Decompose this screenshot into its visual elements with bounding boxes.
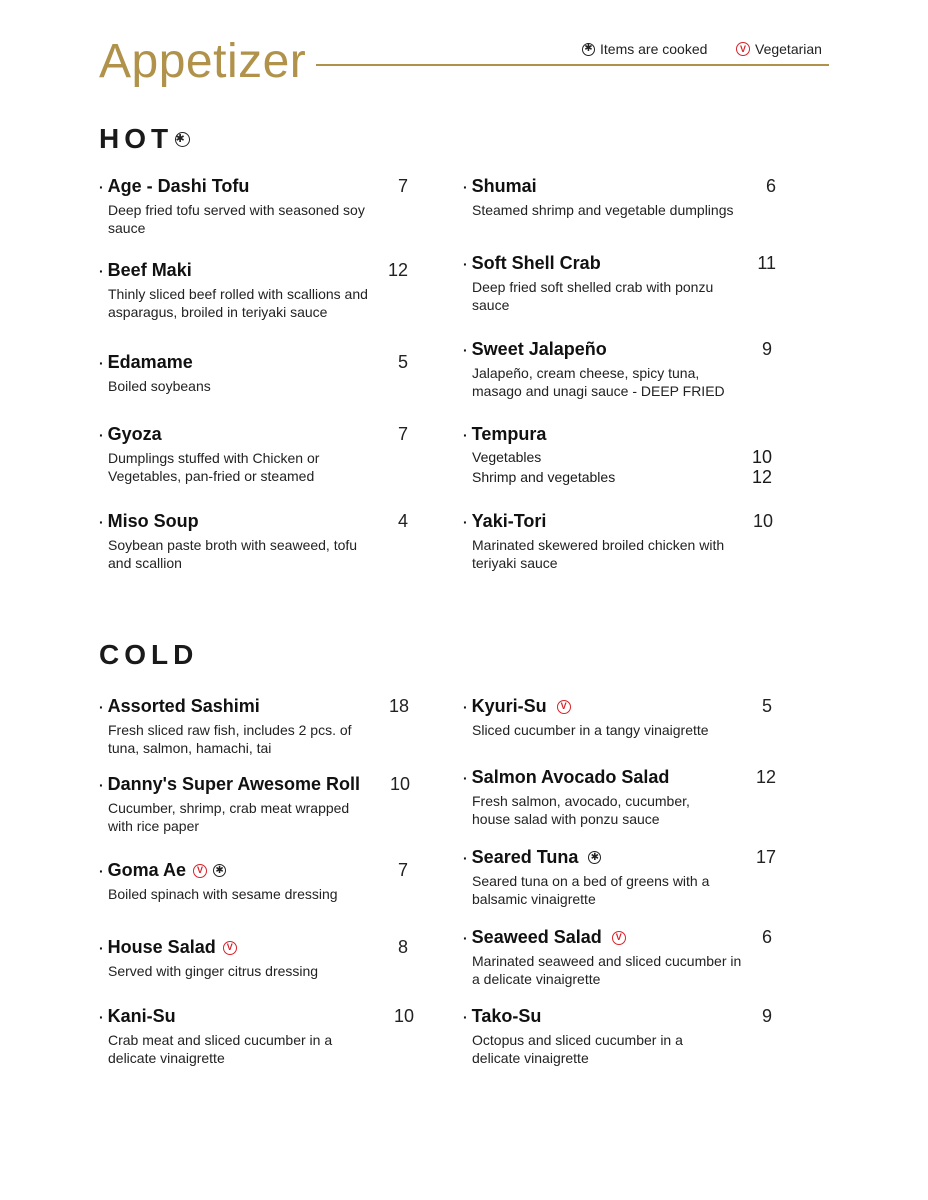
menu-item: · Age - Dashi Tofu Deep fried tofu served with seasoned soy sauce 7 [99,176,408,236]
vegetarian-icon: V [557,700,571,714]
item-desc: Steamed shrimp and vegetable dumplings [472,202,734,218]
item-price: 10 [393,1006,414,1026]
item-name: Kani-Su [107,1006,176,1026]
cooked-icon: ✱ [175,132,190,145]
option-price: 10 [751,447,772,467]
item-price: 17 [755,847,776,867]
item-name: Miso Soup [107,511,199,531]
tempura-option [472,447,772,467]
item-name: Edamame [107,352,193,372]
option-label: Vegetables [472,449,542,465]
item-desc: Crab meat and sliced cucumber in a delicate vinaigrette [108,1032,333,1066]
menu-item: · House Salad V Served with ginger citrus dressing 8 [99,937,408,979]
menu-item: · Seared Tuna ✱ Seared tuna on a bed of greens with a balsamic vinaigrette 17 [463,847,776,907]
item-desc: Fresh sliced raw fish, includes 2 pcs. of tuna, salmon, hamachi, tai [108,722,352,756]
item-price: 6 [765,176,776,196]
menu-item: · Danny's Super Awesome Roll Cucumber, shrimp, crab meat wrapped with rice paper 10 [99,774,410,834]
item-price: 12 [755,767,776,787]
menu-item: · Tempura Vegetables 10 Shrimp and vegetables 12 [463,424,772,487]
item-price: 9 [761,339,772,359]
item-price: 9 [761,1006,772,1026]
item-name: Soft Shell Crab [471,253,601,273]
menu-item: · Beef Maki Thinly sliced beef rolled with scallions and asparagus, broiled in teriyaki sauce 12 [99,260,408,320]
item-name: Assorted Sashimi [107,696,260,716]
item-price: 12 [387,260,408,280]
item-price: 8 [397,937,408,957]
menu-item: · Shumai Steamed shrimp and vegetable dumplings 6 [463,176,776,218]
item-desc: Soybean paste broth with seaweed, tofu and scallion [108,537,358,571]
item-name: Tako-Su [471,1006,542,1026]
section-title-hot [99,123,190,155]
menu-item: · Edamame Boiled soybeans 5 [99,352,408,394]
cooked-icon: ✱ [588,851,601,864]
menu-item: · Salmon Avocado Salad Fresh salmon, avocado, cucumber, house salad with ponzu sauce 12 [463,767,776,827]
item-price: 5 [397,352,408,372]
menu-item: · Seaweed Salad V Marinated seaweed and sliced cucumber in a delicate vinaigrette 6 [463,927,772,987]
section-title-hot-text: HOT [99,123,174,154]
vegetarian-icon: V [223,941,237,955]
item-price: 7 [397,424,408,444]
item-name: Danny's Super Awesome Roll [107,774,361,794]
item-desc: Dumplings stuffed with Chicken or Vegetables, pan-fried or steamed [108,450,320,484]
menu-item: · Sweet Jalapeño Jalapeño, cream cheese, spicy tuna, masago and unagi sauce - DEEP FRIED 9 [463,339,772,399]
option-price: 12 [751,467,772,487]
item-name: Kyuri-Su [471,696,547,716]
item-desc: Boiled soybeans [108,378,211,394]
item-name: Yaki-Tori [471,511,547,531]
menu-item: · Yaki-Tori Marinated skewered broiled chicken with teriyaki sauce 10 [463,511,773,571]
item-desc: Jalapeño, cream cheese, spicy tuna, masago and unagi sauce - DEEP FRIED [472,365,725,399]
cooked-icon: ✱ [582,43,595,56]
title-rule [316,64,829,66]
item-desc: Seared tuna on a bed of greens with a balsamic vinaigrette [472,873,710,907]
legend-vegetarian-label: Vegetarian [755,41,822,57]
section-title-cold-text: COLD [99,639,199,670]
item-desc: Boiled spinach with sesame dressing [108,886,338,902]
item-name: Seaweed Salad [471,927,602,947]
legend-cooked [582,41,707,57]
item-name: House Salad [107,937,216,957]
item-desc: Deep fried tofu served with seasoned soy sauce [108,202,365,236]
item-price: 18 [388,696,409,716]
vegetarian-icon: V [193,864,207,878]
vegetarian-icon: V [612,931,626,945]
item-desc: Thinly sliced beef rolled with scallions and asparagus, broiled in teriyaki sauce [108,286,368,320]
item-name: Beef Maki [107,260,192,280]
item-price: 5 [761,696,772,716]
item-desc: Marinated skewered broiled chicken with teriyaki sauce [472,537,725,571]
item-name: Gyoza [107,424,162,444]
item-name: Age - Dashi Tofu [107,176,250,196]
item-price: 4 [397,511,408,531]
menu-item: · Kani-Su Crab meat and sliced cucumber in a delicate vinaigrette 10 [99,1006,414,1066]
item-desc: Fresh salmon, avocado, cucumber, house salad with ponzu sauce [472,793,690,827]
item-desc: Served with ginger citrus dressing [108,963,319,979]
item-name: Seared Tuna [471,847,579,867]
menu-item: · Assorted Sashimi Fresh sliced raw fish, includes 2 pcs. of tuna, salmon, hamachi, tai 18 [99,696,409,756]
item-desc: Octopus and sliced cucumber in a delicate vinaigrette [472,1032,683,1066]
vegetarian-icon: V [736,42,750,56]
legend-cooked-label: Items are cooked [600,41,708,57]
item-name: Goma Ae [107,860,187,880]
item-desc: Cucumber, shrimp, crab meat wrapped with rice paper [108,800,350,834]
menu-item: · Soft Shell Crab Deep fried soft shelled crab with ponzu sauce 11 [463,253,776,313]
cooked-icon: ✱ [213,864,226,877]
item-price: 7 [397,860,408,880]
menu-item: · Kyuri-Su V Sliced cucumber in a tangy vinaigrette 5 [463,696,772,738]
item-desc: Deep fried soft shelled crab with ponzu sauce [472,279,714,313]
legend-vegetarian [736,41,822,57]
option-label: Shrimp and vegetables [472,469,616,485]
item-name: Salmon Avocado Salad [471,767,670,787]
menu-item: · Gyoza Dumplings stuffed with Chicken or Vegetables, pan-fried or steamed 7 [99,424,408,484]
menu-item: · Tako-Su Octopus and sliced cucumber in a delicate vinaigrette 9 [463,1006,772,1066]
item-price: 6 [761,927,772,947]
item-name: Tempura [471,424,547,444]
item-name: Shumai [471,176,537,196]
section-title-cold [99,639,198,671]
page-title: Appetizer [99,35,307,88]
item-price: 10 [389,774,410,794]
item-desc: Marinated seaweed and sliced cucumber in a delicate vinaigrette [472,953,742,987]
menu-item: · Miso Soup Soybean paste broth with seaweed, tofu and scallion 4 [99,511,408,571]
item-price: 7 [397,176,408,196]
item-price: 10 [752,511,773,531]
menu-item: · Goma Ae V ✱ Boiled spinach with sesame dressing 7 [99,860,408,902]
tempura-option [472,467,772,487]
item-name: Sweet Jalapeño [471,339,607,359]
item-price: 11 [757,253,776,273]
item-desc: Sliced cucumber in a tangy vinaigrette [472,722,709,738]
